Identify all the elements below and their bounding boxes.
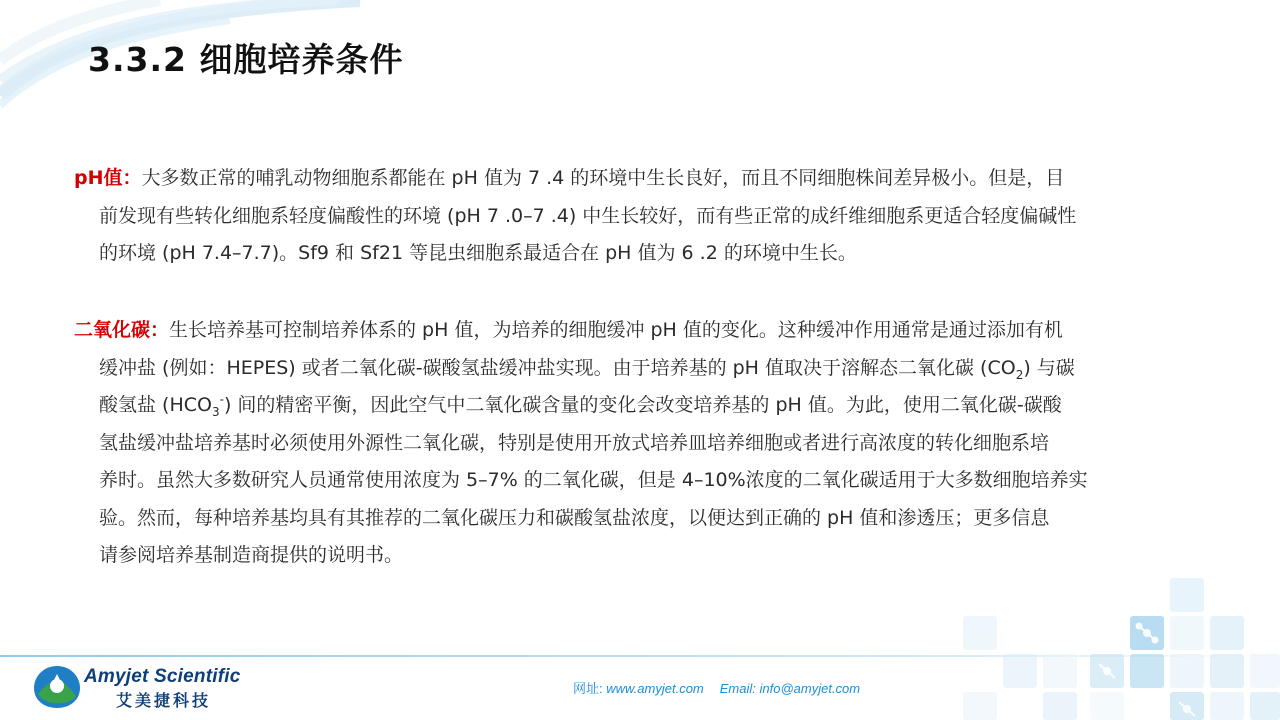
- subscript: 2: [1015, 367, 1024, 382]
- paragraph-text: 缓冲盐 (例如：HEPES) 或者二氧化碳-碳酸氢盐缓冲盐实现。由于培养基的 pH 值取决于溶解态二氧化碳 (CO: [99, 356, 1016, 379]
- website-link[interactable]: www.amyjet.com: [606, 681, 704, 696]
- subscript: 3: [211, 404, 220, 419]
- paragraph-line: [74, 160, 1184, 198]
- paragraph-ph: [74, 160, 1184, 273]
- paragraph-line: 验。然而，每种培养基均具有其推荐的二氧化碳压力和碳酸氢盐浓度，以便达到正确的 pH 值和渗透压；更多信息: [99, 506, 1050, 529]
- paragraph-line: [74, 312, 1184, 350]
- paragraph-text: ) 间的精密平衡，因此空气中二氧化碳含量的变化会改变培养基的 pH 值。为此，使用二氧化碳-碳酸: [223, 394, 1062, 416]
- paragraph-text: 大多数正常的哺乳动物细胞系都能在 pH 值为 7 .4 的环境中生长良好，而且不同细胞株间差异极小。但是，目: [141, 167, 1065, 189]
- email-link[interactable]: info@amyjet.com: [759, 681, 861, 696]
- paragraph-line: 请参阅培养基制造商提供的说明书。: [99, 544, 404, 566]
- contact-info: [573, 678, 860, 697]
- slide-title: 3.3.2 细胞培养条件: [88, 40, 404, 79]
- paragraph-co2: [74, 312, 1184, 575]
- brand-name-en: Amyjet Scientific: [84, 666, 241, 687]
- paragraph-line: [74, 350, 1184, 388]
- paragraph-text: 酸氢盐 (HCO: [99, 394, 212, 416]
- paragraph-text: ) 与碳: [1023, 356, 1075, 379]
- term-ph: pH值：: [74, 167, 142, 189]
- paragraph-line: [74, 387, 1184, 425]
- paragraph-line: 的环境 (pH 7.4–7.7)。Sf9 和 Sf21 等昆虫细胞系最适合在 pH 值为 6 .2 的环境中生长。: [99, 242, 857, 264]
- term-co2: 二氧化碳：: [74, 319, 170, 341]
- amyjet-logo-icon: [32, 664, 82, 710]
- brand-name-cn: 艾美捷科技: [116, 691, 212, 710]
- superscript: -: [219, 392, 224, 407]
- paragraph-line: 养时。虽然大多数研究人员通常使用浓度为 5–7% 的二氧化碳，但是 4–10%浓度的二氧化碳适用于大多数细胞培养实: [99, 469, 1088, 491]
- website-label: 网址:: [573, 681, 607, 696]
- paragraph-line: 氢盐缓冲盐培养基时必须使用外源性二氧化碳，特别是使用开放式培养皿培养细胞或者进行高浓度的转化细胞系培: [99, 431, 1050, 454]
- paragraph-line: 前发现有些转化细胞系轻度偏酸性的环境 (pH 7 .0–7 .4) 中生长较好，而有些正常的成纤维细胞系更适合轻度偏碱性: [99, 204, 1077, 227]
- email-label: Email:: [719, 681, 760, 696]
- molecule-tiles-decoration: [955, 570, 1280, 720]
- paragraph-text: 生长培养基可控制培养体系的 pH 值，为培养的细胞缓冲 pH 值的变化。这种缓冲作用通常是通过添加有机: [169, 319, 1063, 341]
